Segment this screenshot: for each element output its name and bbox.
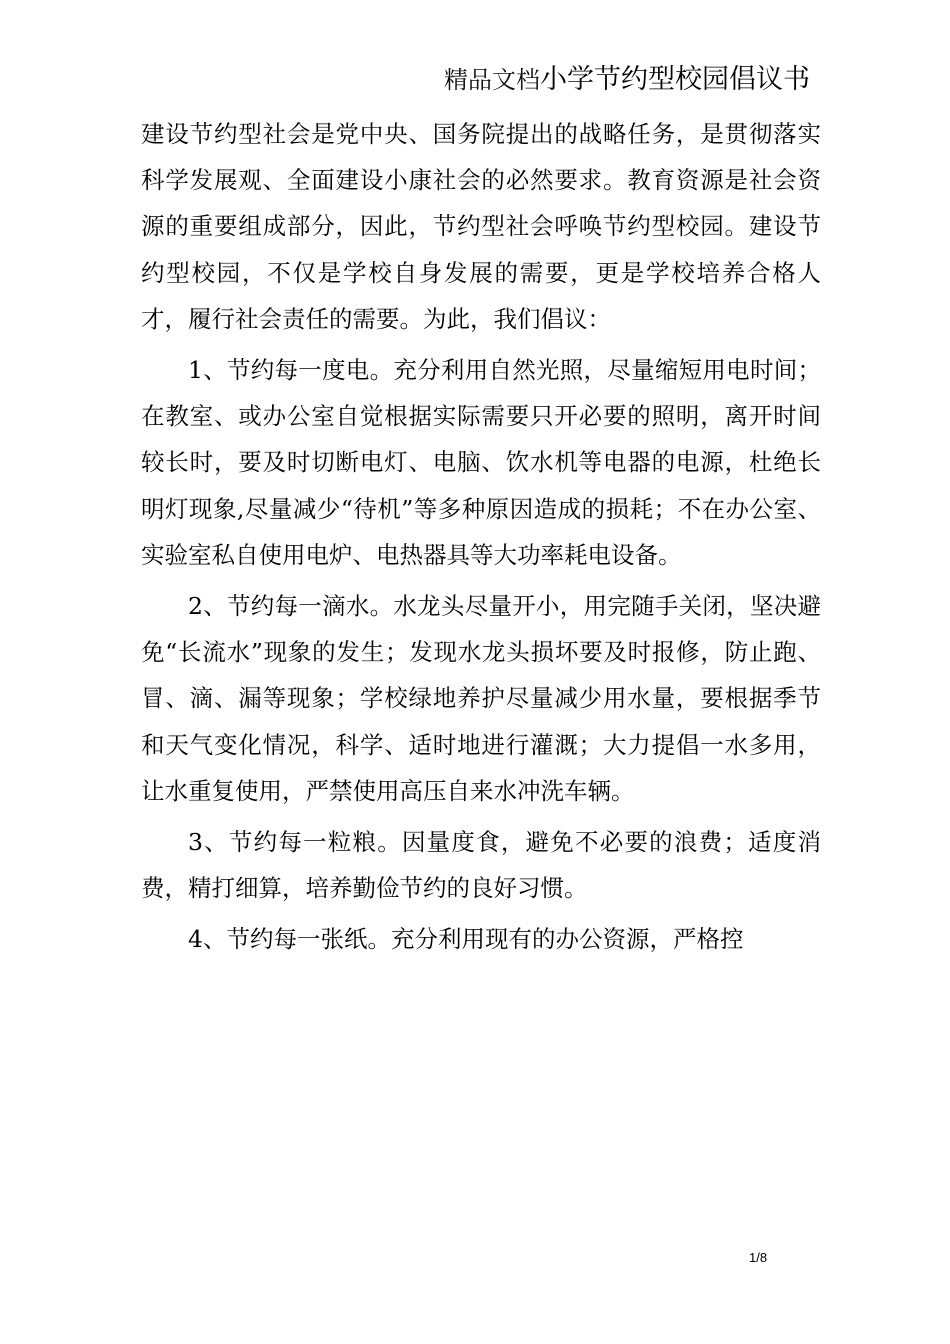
page-header: [444, 60, 810, 104]
document-title: 小学节约型校园倡议书: [540, 64, 810, 95]
document-body: [141, 111, 821, 968]
proposal-paper-paragraph: 4、节约每一张纸。充分利用现有的办公资源，严格控: [188, 925, 744, 954]
proposal-food-paragraph: 3、节约每一粒粮。因量度食，避免不必要的浪费；适度消费，精打细算，培养勤俭节约的良好习惯。: [141, 828, 821, 903]
page-number: 1/8: [749, 1250, 768, 1265]
intro-paragraph: 建设节约型社会是党中央、国务院提出的战略任务，是贯彻落实科学发展观、全面建设小康社会的必然要求。教育资源是社会资源的重要组成部分，因此，节约型社会呼唤节约型校园。建设节约型校园，不仅是学校自身发展的需要，更是学校培养合格人才，履行社会责任的需要。为此，我们倡议：: [141, 120, 821, 333]
proposal-electricity-paragraph: 1、节约每一度电。充分利用自然光照，尽量缩短用电时间；在教室、或办公室自觉根据实际需要只开必要的照明，离开时间较长时，要及时切断电灯、电脑、饮水机等电器的电源，杜绝长明灯现象,尽量减少“待机”等多种原因造成的损耗；不在办公室、实验室私自使用电炉、电热器具等大功率耗电设备。: [141, 356, 821, 569]
header-prefix: 精品文档: [444, 66, 540, 94]
proposal-water-paragraph: 2、节约每一滴水。水龙头尽量开小，用完随手关闭，坚决避免“长流水”现象的发生；发现水龙头损坏要及时报修，防止跑、冒、滴、漏等现象；学校绿地养护尽量减少用水量，要根据季节和天气变化情况，科学、适时地进行灌溉；大力提倡一水多用，让水重复使用，严禁使用高压自来水冲洗车辆。: [141, 592, 821, 805]
